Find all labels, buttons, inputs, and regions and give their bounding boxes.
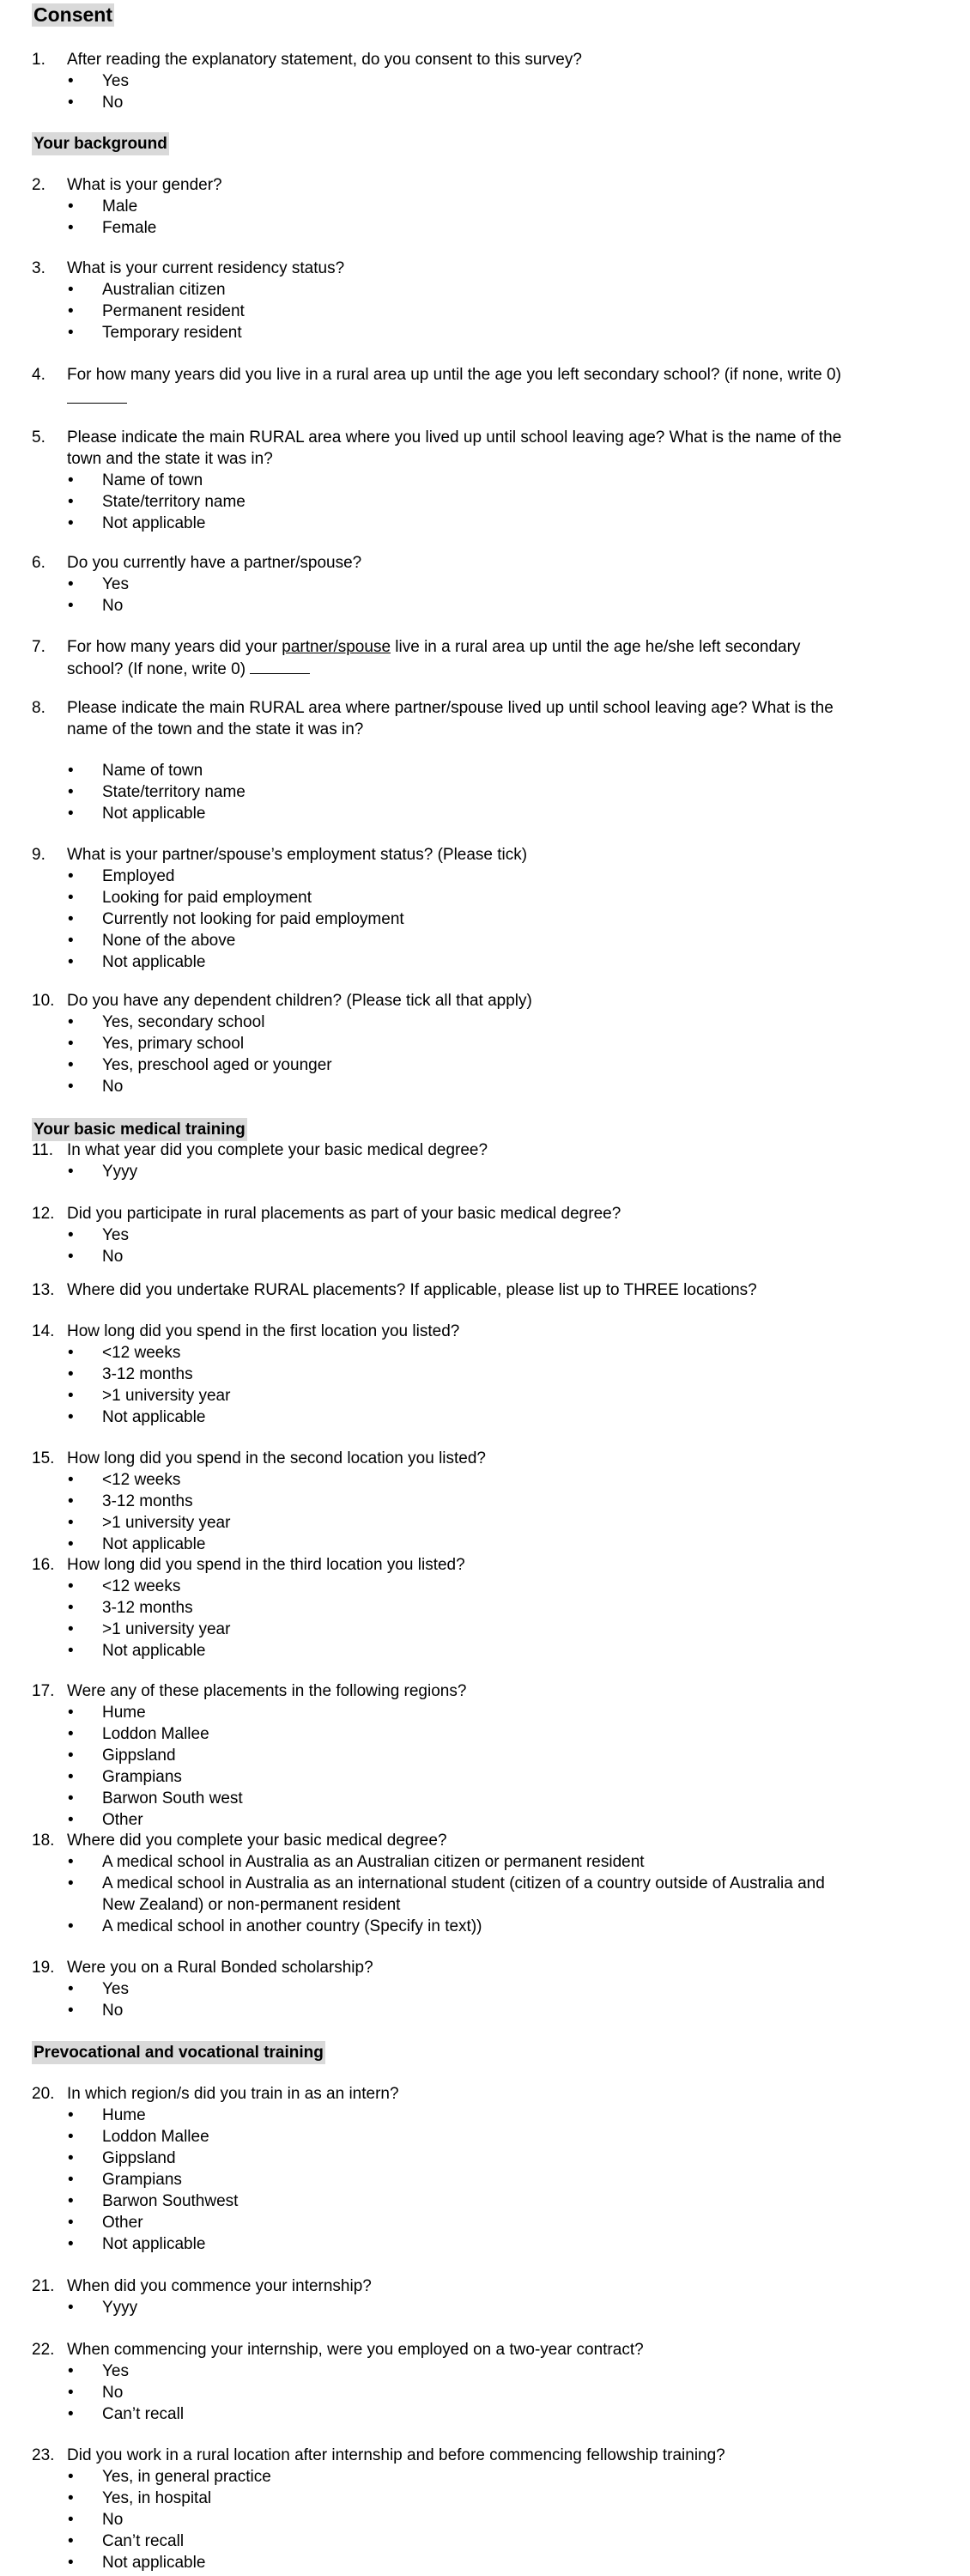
- option-item: • <12 weeks: [68, 1577, 181, 1595]
- bullet-icon: •: [68, 805, 74, 823]
- bullet-icon: •: [68, 2468, 74, 2486]
- bullet-icon: •: [68, 1535, 74, 1553]
- bullet-icon: •: [68, 72, 74, 90]
- bullet-icon: •: [68, 2002, 74, 2020]
- question-text: Please indicate the main RURAL area where you lived up until school leaving age? What is the name of the: [67, 428, 842, 447]
- option-item: • No: [68, 2511, 124, 2529]
- question-number: 4.: [32, 366, 45, 384]
- option-item: • Yes: [68, 1980, 129, 1998]
- option-item: • Gippsland: [68, 1747, 176, 1765]
- question-number: 20.: [32, 2085, 55, 2103]
- option-item: • Not applicable: [68, 1642, 206, 1660]
- option-item: • 3-12 months: [68, 1599, 193, 1617]
- option-item: • Permanent resident: [68, 302, 245, 320]
- option-item: • None of the above: [68, 932, 236, 950]
- question-text: Do you currently have a partner/spouse?: [67, 554, 362, 572]
- bullet-icon: •: [68, 2554, 74, 2572]
- section-heading-consent: Consent: [33, 3, 112, 26]
- option-item: • Can’t recall: [68, 2405, 185, 2423]
- question-number: 13.: [32, 1281, 55, 1299]
- question-number: 22.: [32, 2341, 55, 2359]
- question-number: 8.: [32, 699, 45, 717]
- bullet-icon: •: [68, 783, 74, 801]
- question-text: How long did you spend in the third location you listed?: [67, 1556, 465, 1574]
- option-item: • State/territory name: [68, 493, 246, 511]
- option-item: • >1 university year: [68, 1620, 231, 1638]
- question-text: In what year did you complete your basic medical degree?: [67, 1141, 488, 1159]
- bullet-icon: •: [68, 1704, 74, 1722]
- option-item: • Barwon South west: [68, 1789, 243, 1807]
- option-item: • No: [68, 597, 124, 615]
- option-item: • Grampians: [68, 2171, 182, 2189]
- option-item: • No: [68, 1078, 124, 1096]
- question-number: 5.: [32, 428, 45, 447]
- option-item: • 3-12 months: [68, 1365, 193, 1383]
- bullet-icon: •: [68, 2384, 74, 2402]
- option-item: • Not applicable: [68, 1535, 206, 1553]
- bullet-icon: •: [68, 762, 74, 780]
- option-item: • A medical school in another country (Specify in text)): [68, 1917, 482, 1935]
- bullet-icon: •: [68, 889, 74, 907]
- option-item: • Yes: [68, 2362, 129, 2380]
- question-text: For how many years did you live in a rural area up until the age you left secondary school? (if none, write 0): [67, 366, 841, 384]
- option-item: • Not applicable: [68, 2235, 206, 2253]
- option-item: • Yes, in general practice: [68, 2468, 271, 2486]
- bullet-icon: •: [68, 2214, 74, 2232]
- bullet-icon: •: [68, 1853, 74, 1871]
- option-item: • Gippsland: [68, 2149, 176, 2167]
- bullet-icon: •: [68, 471, 74, 489]
- bullet-icon: •: [68, 932, 74, 950]
- bullet-icon: •: [68, 2106, 74, 2124]
- bullet-icon: •: [68, 2489, 74, 2507]
- question-text: Please indicate the main RURAL area where partner/spouse lived up until school leaving age? What is the: [67, 699, 834, 717]
- section-heading-prevocational: Prevocational and vocational training: [32, 2041, 325, 2064]
- option-item: • Yes, preschool aged or younger: [68, 1056, 332, 1074]
- section-heading-background: Your background: [32, 132, 169, 155]
- option-item: • <12 weeks: [68, 1471, 181, 1489]
- question-text: When commencing your internship, were you employed on a two-year contract?: [67, 2341, 644, 2359]
- bullet-icon: •: [68, 1226, 74, 1244]
- option-item: • Hume: [68, 2106, 146, 2124]
- bullet-icon: •: [68, 2149, 74, 2167]
- bullet-icon: •: [68, 1514, 74, 1532]
- option-item: • Yyyy: [68, 2299, 138, 2317]
- option-item: • Yes, secondary school: [68, 1013, 265, 1031]
- bullet-icon: •: [68, 219, 74, 237]
- bullet-icon: •: [68, 281, 74, 299]
- question-text: Where did you complete your basic medical degree?: [67, 1832, 447, 1850]
- question-text: Did you participate in rural placements as part of your basic medical degree?: [67, 1205, 621, 1223]
- option-item: • No: [68, 94, 124, 112]
- question-number: 21.: [32, 2277, 55, 2295]
- bullet-icon: •: [68, 1078, 74, 1096]
- question-text: Did you work in a rural location after internship and before commencing fellowship training?: [67, 2446, 725, 2464]
- bullet-icon: •: [68, 575, 74, 593]
- question-text: Were any of these placements in the following regions?: [67, 1682, 467, 1700]
- bullet-icon: •: [68, 1747, 74, 1765]
- bullet-icon: •: [68, 1344, 74, 1362]
- question-number: 12.: [32, 1205, 55, 1223]
- question-number: 18.: [32, 1832, 55, 1850]
- question-number: 7.: [32, 638, 45, 656]
- option-item: • A medical school in Australia as an international student (citizen of a country outside of Australia and: [68, 1874, 825, 1893]
- option-item: • Male: [68, 197, 138, 216]
- option-item: • Employed: [68, 867, 175, 885]
- bullet-icon: •: [68, 2511, 74, 2529]
- question-text: What is your partner/spouse’s employment status? (Please tick): [67, 846, 528, 864]
- option-item: • Female: [68, 219, 157, 237]
- answer-blank[interactable]: [67, 387, 127, 408]
- option-item: • Name of town: [68, 762, 203, 780]
- bullet-icon: •: [68, 1768, 74, 1786]
- option-item: • A medical school in Australia as an Australian citizen or permanent resident: [68, 1853, 645, 1871]
- bullet-icon: •: [68, 2171, 74, 2189]
- option-item: • No: [68, 2384, 124, 2402]
- option-item: • >1 university year: [68, 1514, 231, 1532]
- bullet-icon: •: [68, 2235, 74, 2253]
- option-item: • Not applicable: [68, 2554, 206, 2572]
- bullet-icon: •: [68, 1013, 74, 1031]
- bullet-icon: •: [68, 514, 74, 532]
- option-item: • Yes, in hospital: [68, 2489, 212, 2507]
- option-item: • Not applicable: [68, 953, 206, 971]
- bullet-icon: •: [68, 1599, 74, 1617]
- option-item: • Can’t recall: [68, 2532, 185, 2550]
- bullet-icon: •: [68, 867, 74, 885]
- option-item: • Yyyy: [68, 1163, 138, 1181]
- bullet-icon: •: [68, 597, 74, 615]
- option-item: • No: [68, 1248, 124, 1266]
- bullet-icon: •: [68, 1492, 74, 1510]
- bullet-icon: •: [68, 1365, 74, 1383]
- option-item: • Other: [68, 1811, 143, 1829]
- bullet-icon: •: [68, 1248, 74, 1266]
- bullet-icon: •: [68, 302, 74, 320]
- option-item: • Not applicable: [68, 1408, 206, 1426]
- option-item: • Loddon Mallee: [68, 1725, 209, 1743]
- bullet-icon: •: [68, 953, 74, 971]
- question-text: What is your current residency status?: [67, 259, 345, 277]
- bullet-icon: •: [68, 1789, 74, 1807]
- question-text: In which region/s did you train in as an intern?: [67, 2085, 399, 2103]
- question-number: 14.: [32, 1322, 55, 1340]
- question-number: 11.: [32, 1141, 54, 1159]
- question-text: Where did you undertake RURAL placements? If applicable, please list up to THREE locations?: [67, 1281, 757, 1299]
- option-item: • Yes: [68, 72, 129, 90]
- question-text: Do you have any dependent children? (Please tick all that apply): [67, 992, 532, 1010]
- bullet-icon: •: [68, 1387, 74, 1405]
- bullet-icon: •: [68, 324, 74, 342]
- question-number: 9.: [32, 846, 45, 864]
- question-number: 2.: [32, 176, 45, 194]
- question-text-continued: town and the state it was in?: [67, 450, 273, 468]
- option-item: • Yes: [68, 575, 129, 593]
- option-item: • No: [68, 2002, 124, 2020]
- bullet-icon: •: [68, 2405, 74, 2423]
- question-number: 19.: [32, 1959, 55, 1977]
- bullet-icon: •: [68, 197, 74, 216]
- question-number: 6.: [32, 554, 45, 572]
- option-item: • Grampians: [68, 1768, 182, 1786]
- option-item: • Name of town: [68, 471, 203, 489]
- option-item: • Other: [68, 2214, 143, 2232]
- option-item: • Looking for paid employment: [68, 889, 312, 907]
- bullet-icon: •: [68, 1642, 74, 1660]
- question-text: When did you commence your internship?: [67, 2277, 372, 2295]
- option-item: • >1 university year: [68, 1387, 231, 1405]
- question-text-continued: school? (If none, write 0): [67, 658, 310, 680]
- option-item: • Yes, primary school: [68, 1035, 245, 1053]
- question-number: 23.: [32, 2446, 55, 2464]
- bullet-icon: •: [68, 1874, 74, 1893]
- option-item: • <12 weeks: [68, 1344, 181, 1362]
- bullet-icon: •: [68, 2532, 74, 2550]
- bullet-icon: •: [68, 1035, 74, 1053]
- bullet-icon: •: [68, 910, 74, 928]
- option-item: • Currently not looking for paid employment: [68, 910, 404, 928]
- bullet-icon: •: [68, 493, 74, 511]
- option-item: • Barwon Southwest: [68, 2192, 239, 2210]
- question-text: For how many years did your partner/spouse live in a rural area up until the age he/she left secondary: [67, 638, 801, 656]
- option-item: • Not applicable: [68, 514, 206, 532]
- question-text: What is your gender?: [67, 176, 222, 194]
- bullet-icon: •: [68, 2192, 74, 2210]
- bullet-icon: •: [68, 1408, 74, 1426]
- question-text-continued: name of the town and the state it was in?: [67, 720, 364, 738]
- bullet-icon: •: [68, 1056, 74, 1074]
- bullet-icon: •: [68, 1811, 74, 1829]
- option-item-continued: New Zealand) or non-permanent resident: [102, 1896, 401, 1914]
- answer-blank[interactable]: [250, 658, 310, 674]
- question-number: 3.: [32, 259, 45, 277]
- bullet-icon: •: [68, 2299, 74, 2317]
- option-item: • Australian citizen: [68, 281, 226, 299]
- question-text: Were you on a Rural Bonded scholarship?: [67, 1959, 373, 1977]
- option-item: • Loddon Mallee: [68, 2128, 209, 2146]
- bullet-icon: •: [68, 1620, 74, 1638]
- question-number: 15.: [32, 1449, 55, 1467]
- option-item: • Not applicable: [68, 805, 206, 823]
- option-item: • 3-12 months: [68, 1492, 193, 1510]
- question-text: After reading the explanatory statement, do you consent to this survey?: [67, 51, 582, 69]
- section-heading-medical-training: Your basic medical training: [32, 1118, 247, 1141]
- bullet-icon: •: [68, 94, 74, 112]
- question-number: 16.: [32, 1556, 55, 1574]
- option-item: • Temporary resident: [68, 324, 242, 342]
- question-number: 17.: [32, 1682, 55, 1700]
- bullet-icon: •: [68, 1725, 74, 1743]
- option-item: • Hume: [68, 1704, 146, 1722]
- question-number: 1.: [32, 51, 45, 69]
- bullet-icon: •: [68, 1980, 74, 1998]
- bullet-icon: •: [68, 1577, 74, 1595]
- option-item: • State/territory name: [68, 783, 246, 801]
- bullet-icon: •: [68, 1163, 74, 1181]
- bullet-icon: •: [68, 1917, 74, 1935]
- option-item: • Yes: [68, 1226, 129, 1244]
- bullet-icon: •: [68, 1471, 74, 1489]
- question-number: 10.: [32, 992, 55, 1010]
- bullet-icon: •: [68, 2362, 74, 2380]
- question-text: How long did you spend in the second location you listed?: [67, 1449, 486, 1467]
- bullet-icon: •: [68, 2128, 74, 2146]
- question-text: How long did you spend in the first location you listed?: [67, 1322, 460, 1340]
